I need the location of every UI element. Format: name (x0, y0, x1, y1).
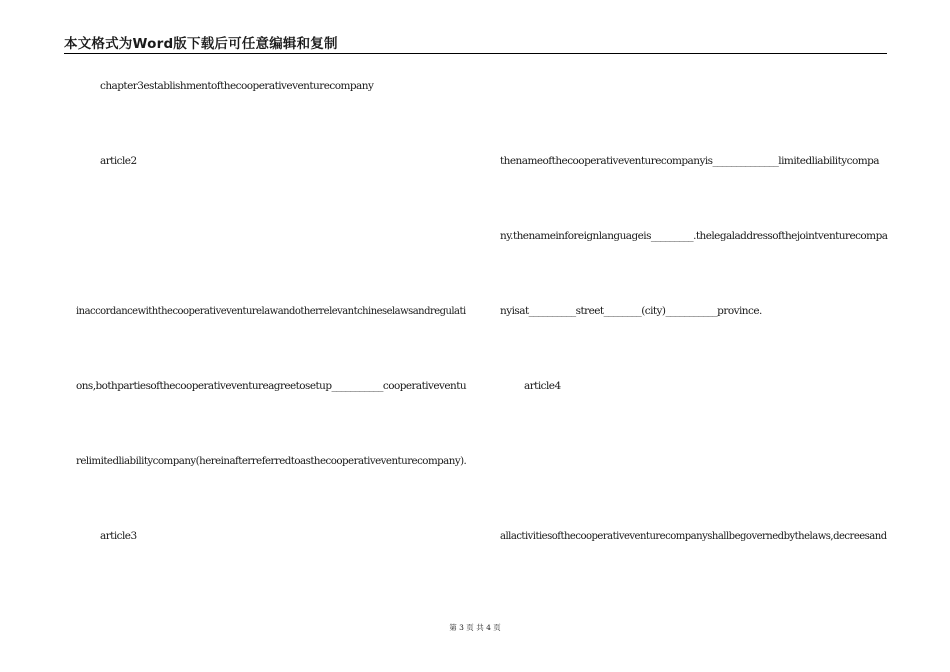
article2-label: article2 (100, 155, 137, 167)
right-text-line-1: thenameofthecooperativeventurecompanyis______________limitedliabilitycompa (500, 155, 880, 167)
chapter-heading: chapter3establishmentofthecooperativeventurecompany (100, 80, 374, 92)
paragraph-line-3: relimitedliabilitycompany(hereinafterreferredtoasthecooperativeventurecompany). (76, 455, 467, 467)
article4-label: article4 (524, 380, 561, 392)
paragraph-line-1: inaccordancewiththecooperativeventurelawandotherrelevantchineselawsandregulati (76, 305, 466, 317)
header-title: 本文格式为Word版下载后可任意编辑和复制 (64, 36, 338, 52)
right-text-line-3: nyisat__________street________(city)___________province. (500, 305, 762, 317)
article3-label: article3 (100, 530, 137, 542)
right-text-line-2: ny.thenameinforeignlanguageis_________.thelegaladdressofthejointventurecompa (500, 230, 888, 242)
right-text-line-4: allactivitiesofthecooperativeventurecompanyshallbegovernedbythelaws,decreesand (500, 530, 887, 542)
paragraph-line-2: ons,bothpartiesofthecooperativeventureagreetosetup___________cooperativeventu (76, 380, 467, 392)
page-header (64, 36, 887, 54)
page-number: 第 3 页 共 4 页 (449, 623, 501, 632)
